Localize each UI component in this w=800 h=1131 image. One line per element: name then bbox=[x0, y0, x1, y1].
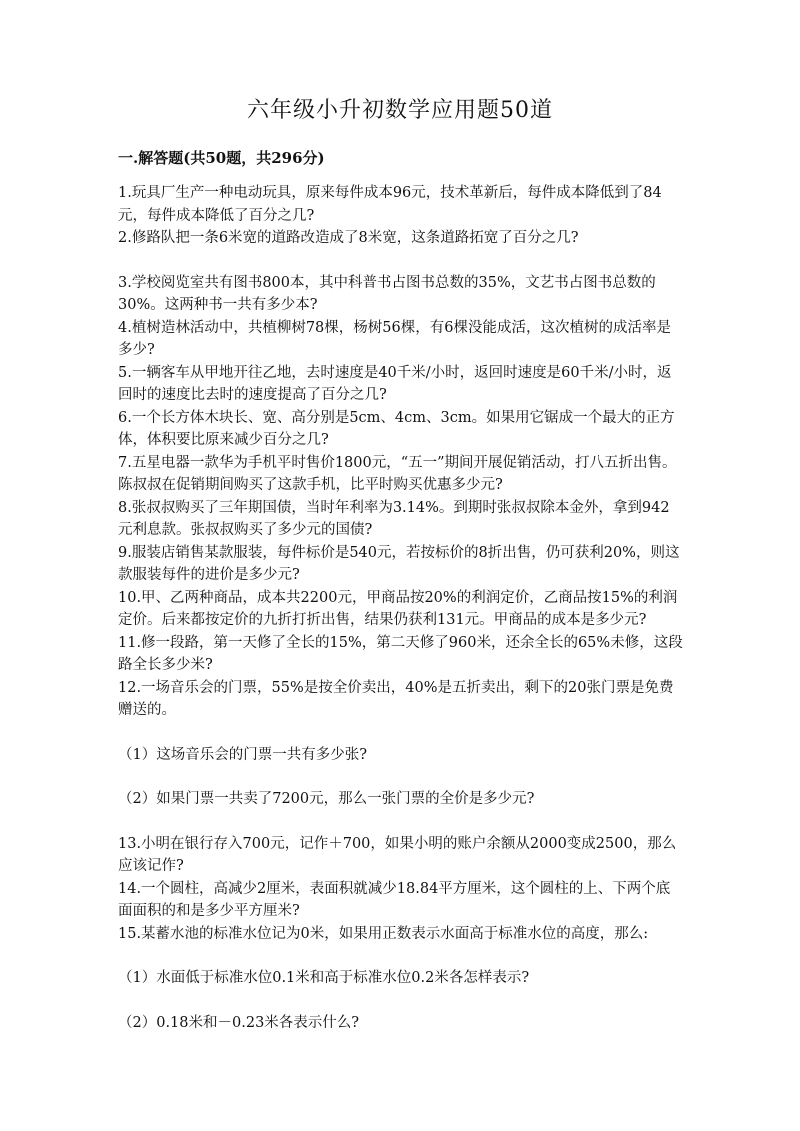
question-13: 13.小明在银行存入700元，记作＋700，如果小明的账户余额从2000变成2500，那么应该记作? bbox=[118, 835, 677, 874]
question-8: 8.张叔叔购买了三年期国债，当时年利率为3.14%。到期时张叔叔除本金外，拿到942元利息款。张叔叔购买了多少元的国债? bbox=[118, 499, 670, 538]
page-title: 六年级小升初数学应用题50道 bbox=[247, 98, 553, 123]
question-15-part-1: （1）水面低于标准水位0.1米和高于标准水位0.2米各怎样表示? bbox=[118, 970, 530, 986]
question-11: 11.修一段路，第一天修了全长的15%，第二天修了960米，还余全长的65%未修，这段路全长多少米? bbox=[118, 634, 683, 673]
spacer bbox=[118, 945, 684, 967]
question-15: 15.某蓄水池的标准水位记为0米，如果用正数表示水面高于标准水位的高度，那么: bbox=[118, 925, 649, 942]
question-10: 10.甲、乙两种商品，成本共2200元，甲商品按20%的利润定价，乙商品按15%的利润定价。后来都按定价的九折打折出售，结果仍获利131元。甲商品的成本是多少元? bbox=[118, 589, 678, 628]
question-15-part-2: （2）0.18米和－0.23米各表示什么? bbox=[118, 1014, 360, 1031]
spacer bbox=[118, 811, 684, 833]
spacer bbox=[118, 722, 684, 744]
question-1: 1.玩具厂生产一种电动玩具，原来每件成本96元，技术革新后，每件成本降低到了84元，每件成本降低了百分之几? bbox=[118, 185, 662, 224]
question-12: 12.一场音乐会的门票，55%是按全价卖出，40%是五折卖出，剩下的20张门票是免费赠送的。 bbox=[118, 679, 674, 718]
question-list bbox=[118, 182, 684, 1034]
question-4: 4.植树造林活动中，共植柳树78棵，杨树56棵，有6棵没能成活，这次植树的成活率是多少? bbox=[118, 319, 671, 358]
spacer bbox=[118, 990, 684, 1012]
question-7: 7.五星电器一款华为手机平时售价1800元，“五一”期间开展促销活动，打八五折出售。陈叔叔在促销期间购买了这款手机，比平时购买优惠多少元? bbox=[118, 454, 677, 493]
spacer bbox=[118, 250, 684, 272]
question-2: 2.修路队把一条6米宽的道路改造成了8米宽，这条道路拓宽了百分之几? bbox=[118, 230, 579, 246]
question-9: 9.服装店销售某款服装，每件标价是540元，若按标价的8折出售，仍可获利20%，则这款服装每件的进价是多少元? bbox=[118, 544, 680, 583]
question-6: 6.一个长方体木块长、宽、高分别是5cm、4cm、3cm。如果用它锯成一个最大的正方体，体积要比原来减少百分之几? bbox=[118, 409, 675, 448]
question-14: 14.一个圆柱，高减少2厘米，表面积就减少18.84平方厘米，这个圆柱的上、下两个底面面积的和是多少平方厘米? bbox=[118, 880, 671, 919]
question-12-part-1: （1）这场音乐会的门票一共有多少张? bbox=[118, 746, 367, 763]
question-12-part-2: （2）如果门票一共卖了7200元，那么一张门票的全价是多少元? bbox=[118, 791, 535, 807]
question-3: 3.学校阅览室共有图书800本，其中科普书占图书总数的35%，文艺书占图书总数的30%。这两种书一共有多少本? bbox=[118, 274, 656, 313]
section-heading: 一.解答题(共50题，共296分) bbox=[118, 149, 325, 167]
question-5: 5.一辆客车从甲地开往乙地，去时速度是40千米/小时，返回时速度是60千米/小时，返回时的速度比去时的速度提高了百分之几? bbox=[118, 364, 672, 403]
spacer bbox=[118, 766, 684, 788]
